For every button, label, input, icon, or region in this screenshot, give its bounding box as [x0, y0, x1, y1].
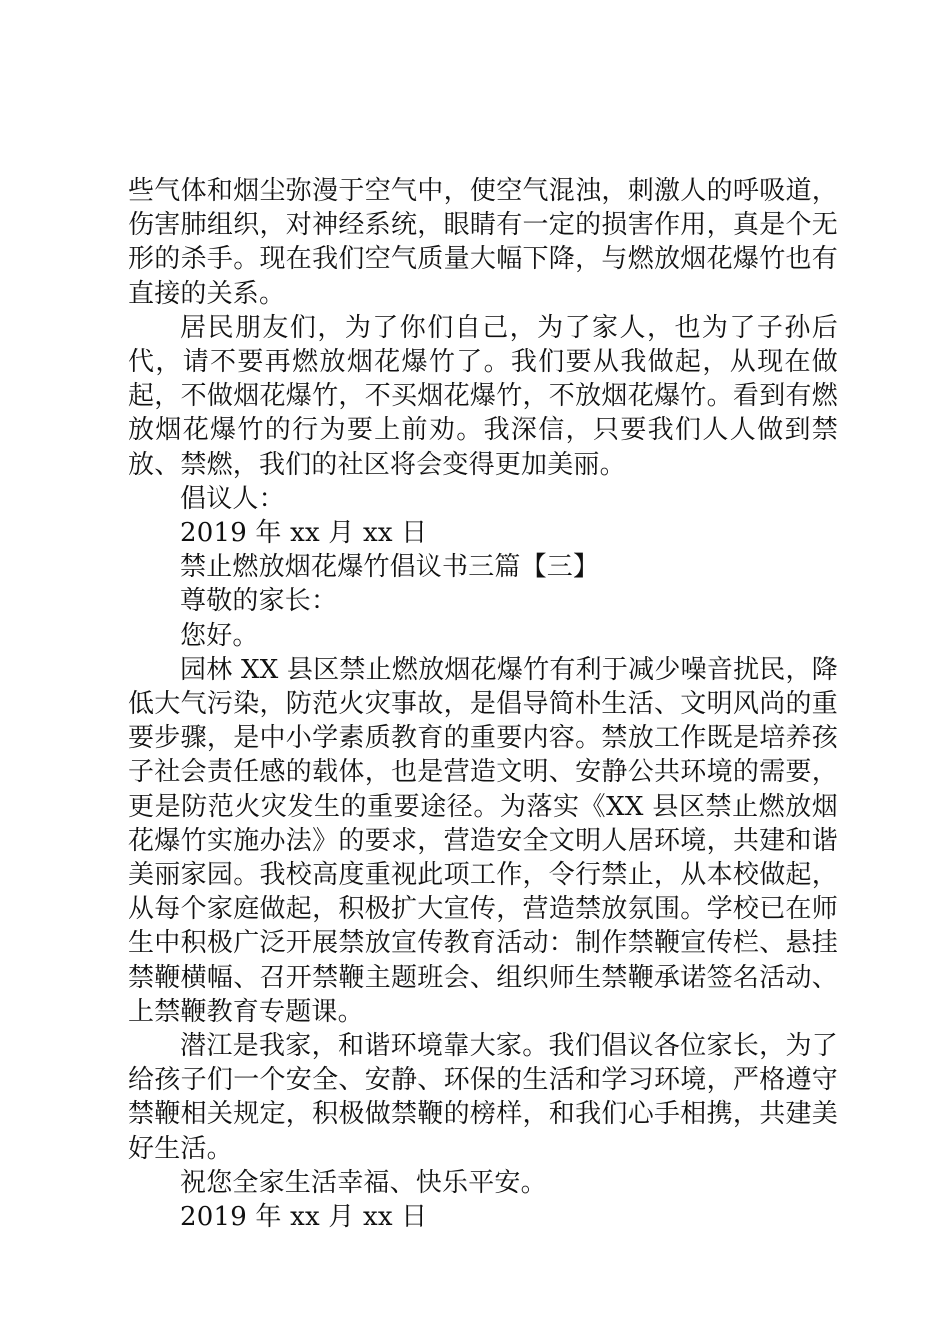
- salutation: 尊敬的家长：: [180, 586, 338, 617]
- section-title: 禁止燃放烟花爆竹倡议书三篇【三】: [180, 552, 600, 583]
- initiator-label: 倡议人：: [180, 483, 285, 514]
- paragraph-continuation: 些气体和烟尘弥漫于空气中，使空气混浊，刺激人的呼吸道，伤害肺组织，对神经系统，眼睛有一定的损害作用，真是个无形的杀手。现在我们空气质量大幅下降，与燃放烟花爆竹也有直接的关系。: [128, 176, 838, 309]
- greeting: 您好。: [180, 620, 259, 651]
- paragraph-parent-appeal: 潜江是我家，和谐环境靠大家。我们倡议各位家长，为了给孩子们一个安全、安静、环保的生活和学习环境，严格遵守禁鞭相关规定，积极做禁鞭的榜样，和我们心手相携，共建美好生活。: [128, 1031, 838, 1164]
- closing-wish: 祝您全家生活幸福、快乐平安。: [180, 1167, 547, 1198]
- document-body: [128, 174, 838, 1234]
- date-line-2: 2019 年 xx 月 xx 日: [180, 1202, 428, 1233]
- date-line-1: 2019 年 xx 月 xx 日: [180, 518, 428, 549]
- paragraph-residents-appeal: 居民朋友们，为了你们自己，为了家人，也为了子孙后代，请不要再燃放烟花爆竹了。我们要从我做起，从现在做起，不做烟花爆竹，不买烟花爆竹，不放烟花爆竹。看到有燃放烟花爆竹的行为要上前劝。我深信，只要我们人人做到禁放、禁燃，我们的社区将会变得更加美丽。: [128, 312, 838, 480]
- paragraph-school-initiative: 园林 XX 县区禁止燃放烟花爆竹有利于减少噪音扰民，降低大气污染，防范火灾事故，是倡导简朴生活、文明风尚的重要步骤，是中小学素质教育的重要内容。禁放工作既是培养孩子社会责任感的载体，也是营造文明、安静公共环境的需要，更是防范火灾发生的重要途径。为落实《XX 县区禁止燃放烟花爆竹实施办法》的要求，营造安全文明人居环境，共建和谐美丽家园。我校高度重视此项工作，令行禁止，从本校做起，从每个家庭做起，积极扩大宣传，营造禁放氛围。学校已在师生中积极广泛开展禁放宣传教育活动：制作禁鞭宣传栏、悬挂禁鞭横幅、召开禁鞭主题班会、组织师生禁鞭承诺签名活动、上禁鞭教育专题课。: [128, 654, 838, 1027]
